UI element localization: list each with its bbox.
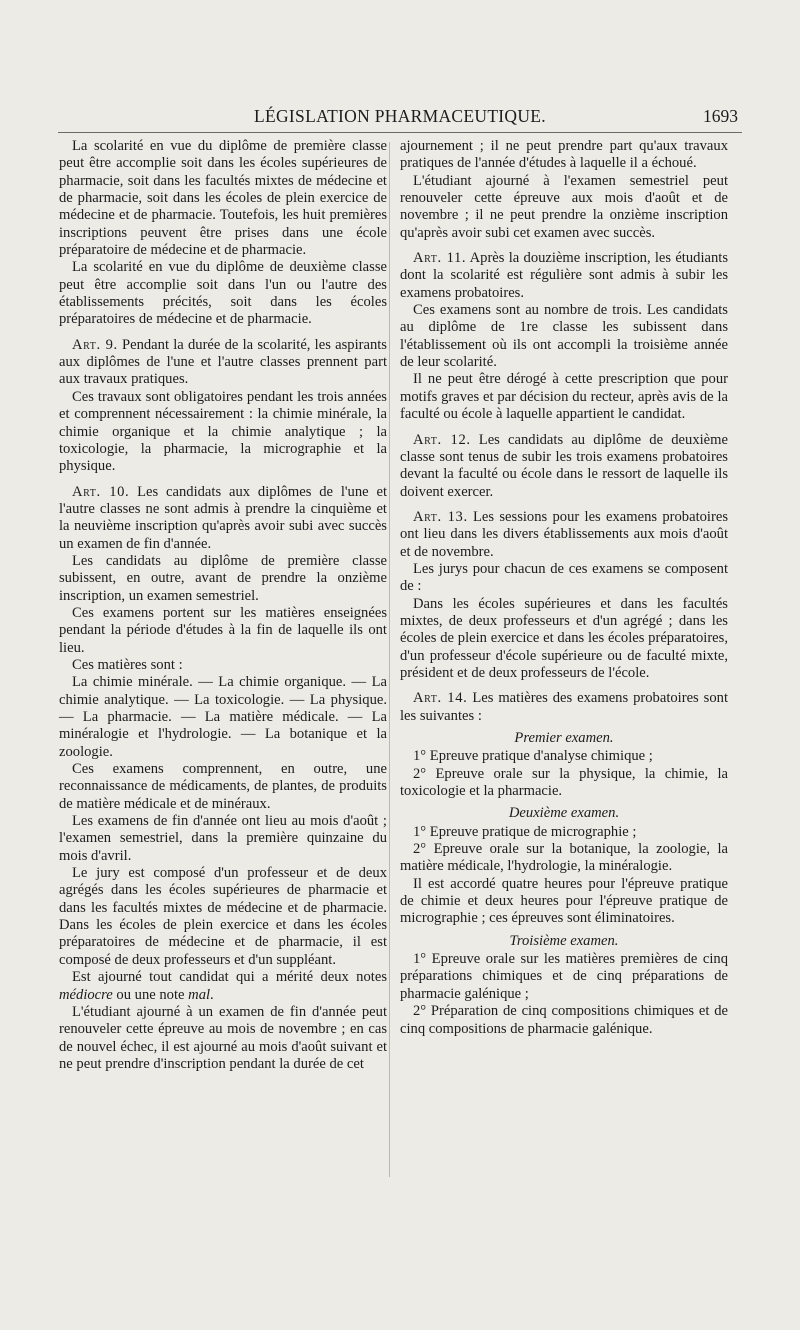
- running-title: LÉGISLATION PHARMACEUTIQUE.: [254, 106, 546, 126]
- paragraph: Ces matières sont :: [72, 656, 183, 673]
- article-text: Après la douzième inscription, les étudiants dont la scolarité est régulière sont admis à subir les examens probatoires.: [400, 250, 729, 301]
- paragraph: Ces examens portent sur les matières enseignées pendant la période d'études à la fin de laquelle ils ont lieu.: [59, 604, 387, 656]
- article-label: Art. 10.: [72, 483, 130, 500]
- article-text: Les candidats au diplôme de deuxième classe sont tenus de subir les trois examens probatoires devant la faculté ou école dans le ressort de laquelle ils doivent exercer.: [400, 431, 728, 500]
- paragraph: Les candidats au diplôme de première classe subissent, en outre, avant de prendre la onzième inscription, un examen semestriel.: [59, 552, 387, 604]
- header-rule: [58, 132, 742, 133]
- article-12: [400, 432, 728, 501]
- list-item: 2° Epreuve orale sur la physique, la chimie, la toxicologie et la pharmacie.: [400, 765, 728, 800]
- article-text: Pendant la durée de la scolarité, les aspirants aux diplômes de l'une et l'autre classes prennent part aux travaux pratiques.: [59, 336, 387, 388]
- paragraph: L'étudiant ajourné à un examen de fin d'année peut renouveler cette épreuve au mois de novembre ; en cas de nouvel échec, il est ajourné au mois d'août suivant et ne peut prendre d'inscription pendant la durée de cet: [59, 1003, 387, 1072]
- paragraph: Il ne peut être dérogé à cette prescription que pour motifs graves et par décision du recteur, après avis de la faculté ou école à laquelle appartient le candidat.: [400, 371, 728, 423]
- article-9: [59, 337, 387, 389]
- list-item: 1° Epreuve orale sur les matières premières de cinq préparations chimiques et de cinq préparations de pharmacie galénique ;: [400, 951, 728, 1002]
- page-number: 1693: [703, 106, 738, 126]
- article-11: [400, 250, 728, 302]
- list-item: 2° Préparation de cinq compositions chimiques et de cinq compositions de pharmacie galénique.: [400, 1003, 728, 1037]
- list-item: 1° Epreuve pratique d'analyse chimique ;: [413, 748, 653, 765]
- paragraph: La scolarité en vue du diplôme de première classe peut être accomplie soit dans les écoles supérieures de pharmacie, soit dans les facultés mixtes de médecine et de pharmacie, soit dans les écoles de plein exercice de médecine et de pharmacie. Toutefois, les huit premières inscriptions peuvent être prises dans une école préparatoire de médecine et de pharmacie.: [59, 138, 387, 259]
- exam-heading-2: Deuxième examen.: [508, 805, 620, 822]
- italic-grade: mal: [188, 986, 211, 1003]
- paragraph: Il est accordé quatre heures pour l'épreuve pratique de chimie et deux heures pour l'épreuve pratique de micrographie ; ces épreuves sont éliminatoires.: [400, 875, 728, 927]
- article-label: Art. 12.: [413, 431, 471, 448]
- text-run: Est ajourné tout candidat qui a mérité deux notes: [72, 969, 387, 986]
- paragraph: [59, 969, 387, 1004]
- article-10: [59, 484, 387, 553]
- italic-grade: médiocre: [59, 986, 113, 1003]
- article-text: Les candidats aux diplômes de l'une et l'autre classes ne sont admis à prendre la cinquième et la neuvième inscription qu'après avoir subi avec succès un examen de fin d'année.: [59, 483, 387, 552]
- list-item: 2° Epreuve orale sur la botanique, la zoologie, la matière médicale, l'hydrologie, la minéralogie.: [400, 841, 728, 875]
- column-divider: [389, 142, 390, 1177]
- paragraph: Dans les écoles supérieures et dans les facultés mixtes, de deux professeurs et d'un agrégé ; dans les écoles de plein exercice et dans les écoles préparatoires, d'un professeur d'école supérieure ou de faculté mixte, président et de deux professeurs de l'école.: [400, 595, 728, 681]
- paragraph: La scolarité en vue du diplôme de deuxième classe peut être accomplie soit dans l'un ou l'autre des établissements précités, soit dans les écoles préparatoires de médecine et de pharmacie.: [59, 259, 387, 328]
- paragraph: Le jury est composé d'un professeur et de deux agrégés dans les écoles supérieures de pharmacie et dans les facultés mixtes de médecine et de pharmacie. Dans les écoles de plein exercice et dans les écoles préparatoires de médecine et de pharmacie, il est composé de deux professeurs et d'un suppléant.: [59, 865, 387, 968]
- list-item: 1° Epreuve pratique de micrographie ;: [413, 823, 637, 840]
- left-column: [59, 138, 387, 1073]
- article-text: Les matières des examens probatoires sont les suivantes :: [400, 690, 729, 724]
- exam-heading-3: Troisième examen.: [509, 932, 619, 949]
- right-column: [400, 138, 728, 1038]
- article-label: Art. 13.: [413, 508, 468, 525]
- text-run: .: [210, 986, 214, 1003]
- paragraph: Les jurys pour chacun de ces examens se composent de :: [400, 560, 728, 595]
- article-14: [400, 690, 728, 725]
- article-13: [400, 509, 728, 561]
- article-label: Art. 9.: [72, 336, 118, 353]
- paragraph: Les examens de fin d'année ont lieu au mois d'août ; l'examen semestriel, dans la première quinzaine du mois d'avril.: [59, 813, 387, 864]
- paragraph: La chimie minérale. — La chimie organique. — La chimie analytique. — La toxicologie. — La physique. — La pharmacie. — La matière médicale. — La minéralogie et l'hydrologie. — La botanique et la zoologie.: [59, 674, 387, 760]
- paragraph: Ces examens sont au nombre de trois. Les candidats au diplôme de 1re classe les subissent dans l'établissement où ils ont accompli la troisième année de leur scolarité.: [400, 302, 728, 371]
- article-label: Art. 14.: [413, 690, 468, 707]
- exam-heading-1: Premier examen.: [514, 730, 614, 746]
- paragraph: ajournement ; il ne peut prendre part qu'aux travaux pratiques de l'année d'études à laquelle il a échoué.: [400, 138, 728, 172]
- paragraph: Ces travaux sont obligatoires pendant les trois années et comprennent nécessairement : la chimie minérale, la chimie organique et la chimie analytique ; la toxicologie, la pharmacie, la micrographie et la physique.: [59, 388, 387, 475]
- text-run: ou une note: [112, 986, 189, 1003]
- article-text: Les sessions pour les examens probatoires ont lieu dans les divers établissements aux mois d'août et de novembre.: [400, 508, 729, 560]
- article-label: Art. 11.: [413, 250, 467, 267]
- paragraph: L'étudiant ajourné à l'examen semestriel peut renouveler cette épreuve aux mois d'août et de novembre ; il ne peut prendre la onzième inscription qu'après avoir subi cet examen avec succès.: [400, 172, 728, 241]
- paragraph: Ces examens comprennent, en outre, une reconnaissance de médicaments, de plantes, de produits de matière médicale et de minéraux.: [59, 761, 387, 812]
- page-header: [60, 106, 740, 132]
